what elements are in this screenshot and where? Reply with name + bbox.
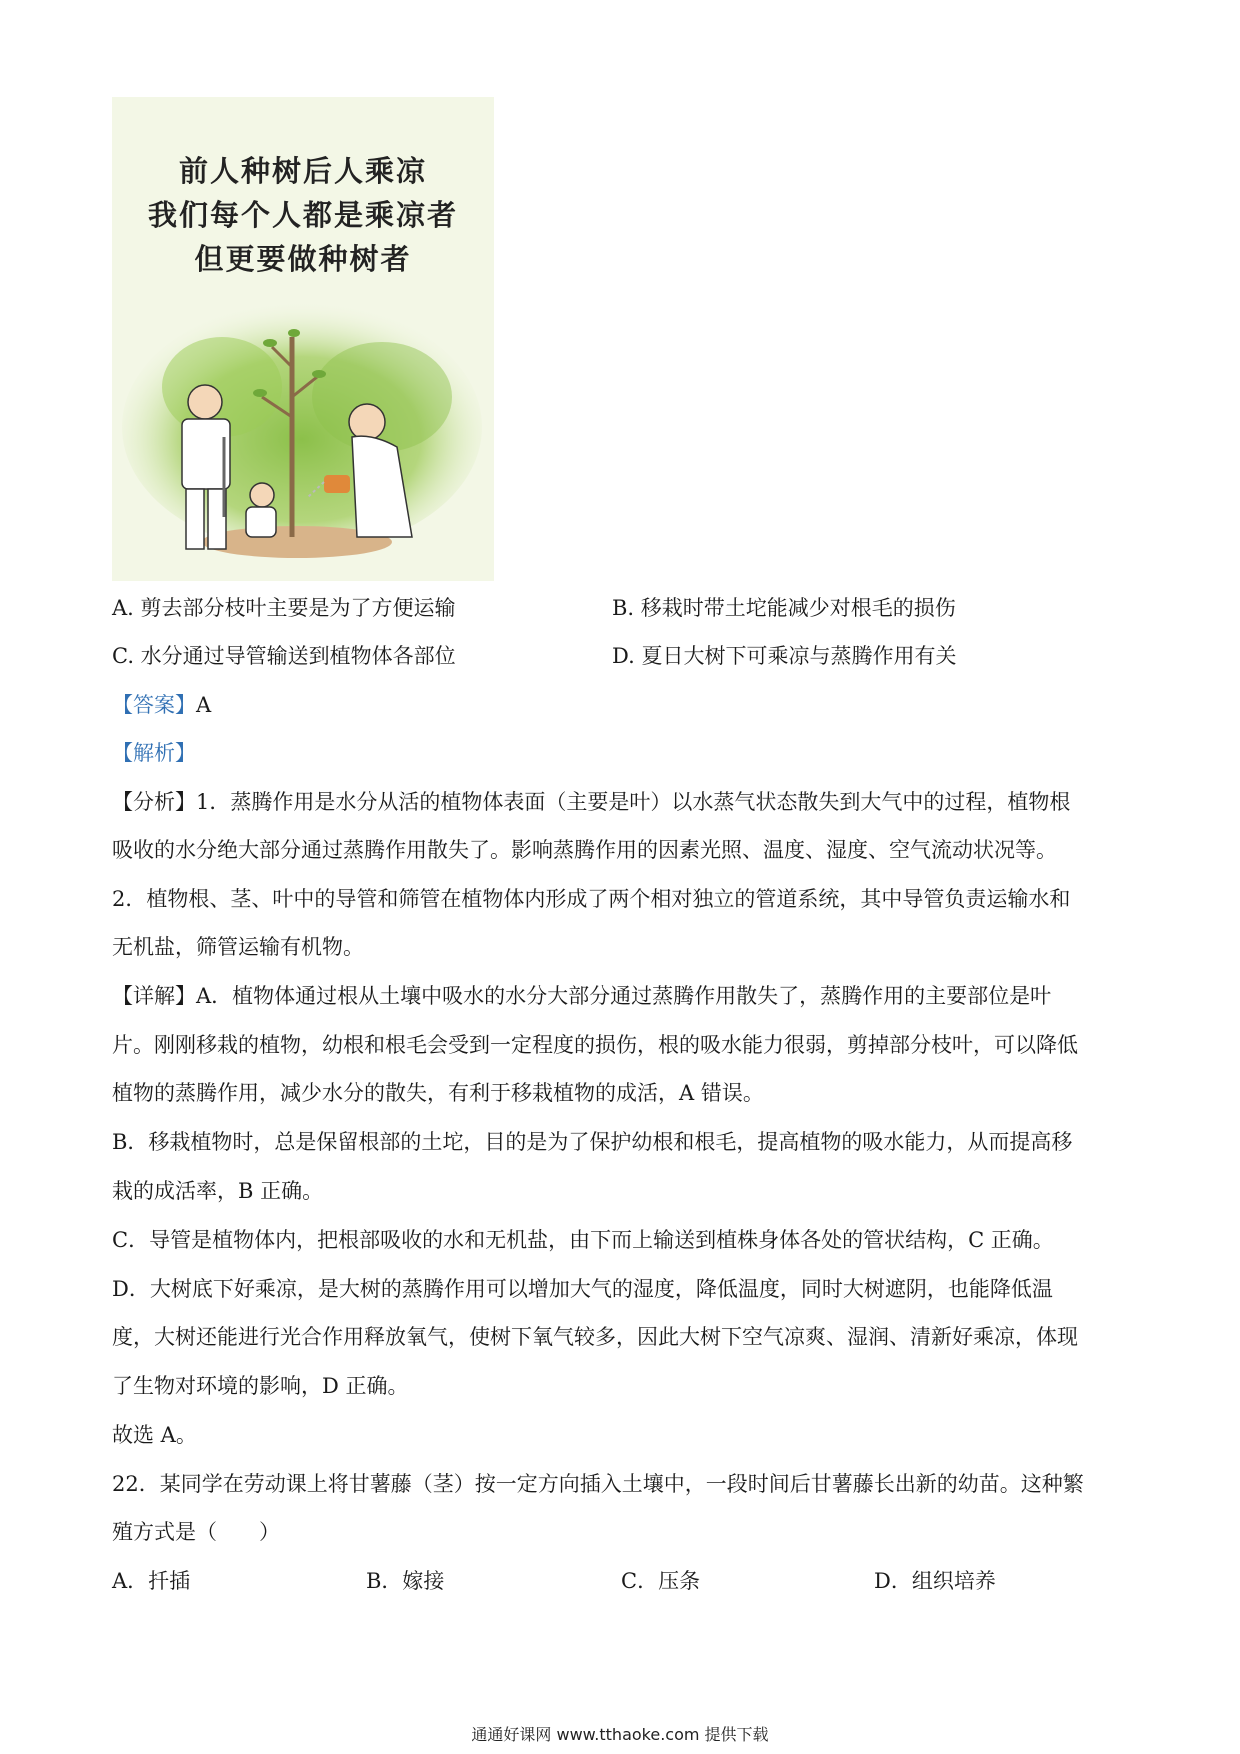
answer-value: A xyxy=(196,693,212,717)
question-22-line: 22．某同学在劳动课上将甘薯藤（茎）按一定方向插入土壤中，一段时间后甘薯藤长出新的幼苗。这种繁 xyxy=(112,1472,1084,1496)
body-line: D．大树底下好乘凉，是大树的蒸腾作用可以增加大气的湿度，降低温度，同时大树遮阴，也能降低温 xyxy=(112,1277,1053,1301)
body-line: 【详解】A．植物体通过根从土壤中吸水的水分大部分通过蒸腾作用散失了，蒸腾作用的主要部位是叶 xyxy=(112,984,1052,1008)
body-line: 片。刚刚移栽的植物，幼根和根毛会受到一定程度的损伤，根的吸水能力很弱，剪掉部分枝叶，可以降低 xyxy=(112,1033,1078,1057)
q22-option-a: A．扦插 xyxy=(112,1569,191,1593)
body-line: 无机盐，筛管运输有机物。 xyxy=(112,935,364,959)
q21-option-b: B. 移栽时带土坨能减少对根毛的损伤 xyxy=(612,596,956,620)
q21-option-a: A. 剪去部分枝叶主要是为了方便运输 xyxy=(112,596,456,620)
answer-line xyxy=(112,689,211,719)
q21-option-d: D. 夏日大树下可乘凉与蒸腾作用有关 xyxy=(612,644,957,668)
body-line: B．移栽植物时，总是保留根部的土坨，目的是为了保护幼根和根毛，提高植物的吸水能力，从而提高移 xyxy=(112,1130,1073,1154)
body-line: 了生物对环境的影响，D 正确。 xyxy=(112,1374,409,1398)
page-footer: 通通好课网 www.tthaoke.com 提供下载 xyxy=(471,1725,769,1744)
illustration-caption-line-1: 前人种树后人乘凉 xyxy=(178,154,427,188)
question-22-line: 殖方式是（ ） xyxy=(112,1520,280,1544)
body-line: 故选 A。 xyxy=(112,1423,197,1447)
body-line: 2．植物根、茎、叶中的导管和筛管在植物体内形成了两个相对独立的管道系统，其中导管负责运输水和 xyxy=(112,887,1071,911)
body-line: 栽的成活率，B 正确。 xyxy=(112,1179,324,1203)
q22-option-b: B．嫁接 xyxy=(366,1569,445,1593)
illustration-caption-line-2: 我们每个人都是乘凉者 xyxy=(147,198,458,232)
body-line: 吸收的水分绝大部分通过蒸腾作用散失了。影响蒸腾作用的因素光照、温度、湿度、空气流动状况等。 xyxy=(112,838,1057,862)
q21-option-c: C. 水分通过导管输送到植物体各部位 xyxy=(112,644,456,668)
tree-planting-illustration xyxy=(112,97,494,581)
q22-option-c: C．压条 xyxy=(621,1569,701,1593)
q22-option-d: D．组织培养 xyxy=(874,1569,996,1593)
body-line: C．导管是植物体内，把根部吸收的水和无机盐，由下而上输送到植株身体各处的管状结构，C 正确。 xyxy=(112,1228,1054,1252)
body-line: 【分析】1．蒸腾作用是水分从活的植物体表面（主要是叶）以水蒸气状态散失到大气中的过程，植物根 xyxy=(112,790,1071,814)
body-line: 植物的蒸腾作用，减少水分的散失，有利于移栽植物的成活，A 错误。 xyxy=(112,1081,764,1105)
illustration-caption-line-3: 但更要做种树者 xyxy=(194,242,412,276)
analysis-label: 【解析】 xyxy=(112,741,196,765)
body-line: 度，大树还能进行光合作用释放氧气，使树下氧气较多，因此大树下空气凉爽、湿润、清新好乘凉，体现 xyxy=(112,1325,1078,1349)
answer-label: 【答案】 xyxy=(112,693,196,717)
